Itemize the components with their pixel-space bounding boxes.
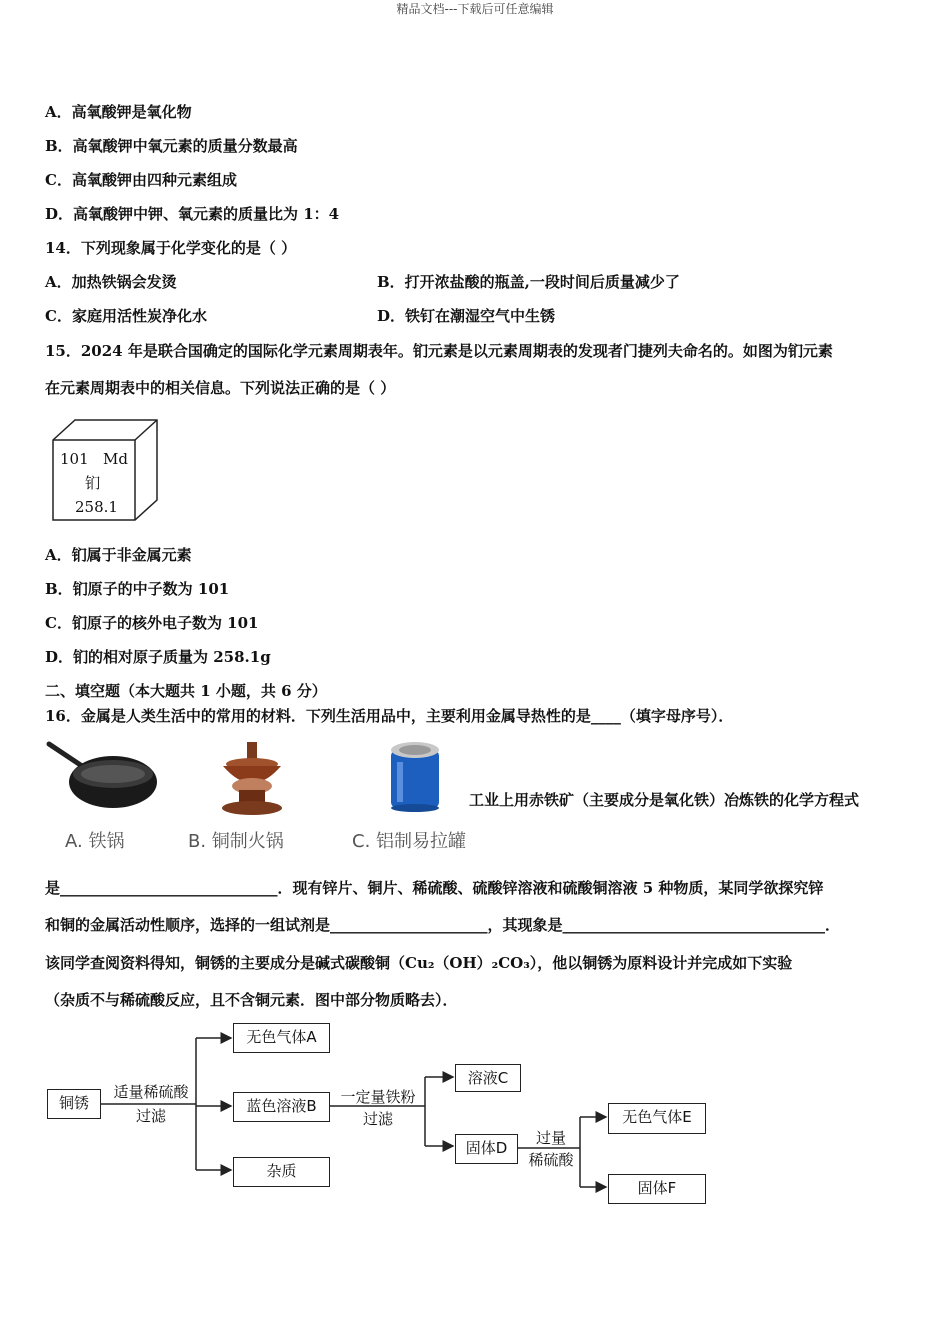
flow-box-solid-d: 固体D [455, 1134, 518, 1164]
q14-option-a: A．加热铁锅会发烫 [45, 273, 177, 291]
q14-stem: 14．下列现象属于化学变化的是（ ） [45, 239, 297, 257]
q16-line2: 和铜的金属活动性顺序，选择的一组试剂是_____________________，其现象是___________________________________． [45, 916, 841, 934]
flow-label-step1-top: 适量稀硫酸 [113, 1083, 189, 1101]
q15-option-d: D．钔的相对原子质量为 258.1g [45, 648, 271, 666]
q16-stem: 16．金属是人类生活中的常用的材料．下列生活用品中，主要利用金属导热性的是____（填字母序号）． [45, 707, 734, 725]
flow-box-copper-rust: 铜锈 [47, 1089, 101, 1119]
q16-line4: （杂质不与稀硫酸反应，且不含铜元素．图中部分物质略去）． [45, 991, 458, 1009]
section-heading: 二、填空题（本大题共 1 小题，共 6 分） [45, 682, 327, 700]
q13-option-a: A．高氧酸钾是氧化物 [45, 103, 192, 121]
element-atomic-number: 101 [60, 450, 89, 468]
q15-stem-line1: 15．2024 年是联合国确定的国际化学元素周期表年。钔元素是以元素周期表的发现者门捷列夫命名的。如图为钔元素 [45, 342, 833, 360]
flow-box-solution-b: 蓝色溶液B [233, 1092, 330, 1122]
element-symbol: Md [103, 450, 128, 468]
flow-box-gas-a: 无色气体A [233, 1023, 330, 1053]
q13-option-c: C．高氧酸钾由四种元素组成 [45, 171, 237, 189]
flow-box-solid-f: 固体F [608, 1174, 706, 1204]
caption-aluminum-can: C. 铝制易拉罐 [352, 831, 467, 852]
q13-option-d: D．高氧酸钾中钾、氧元素的质量比为 1：4 [45, 205, 340, 223]
element-name: 钔 [85, 474, 101, 492]
flow-label-step1-bottom: 过滤 [135, 1107, 166, 1125]
flow-label-step2-top: 一定量铁粉 [340, 1088, 416, 1106]
q14-option-b: B．打开浓盐酸的瓶盖,一段时间后质量减少了 [377, 273, 680, 291]
flow-box-gas-e: 无色气体E [608, 1103, 706, 1134]
caption-iron-wok: A. 铁锅 [65, 831, 125, 852]
flow-label-step3-bottom: 稀硫酸 [528, 1151, 574, 1169]
flow-label-step3-top: 过量 [535, 1129, 566, 1147]
q14-option-c: C．家庭用活性炭净化水 [45, 307, 207, 325]
flow-label-step2-bottom: 过滤 [362, 1110, 393, 1128]
q15-option-c: C．钔原子的核外电子数为 101 [45, 614, 259, 632]
flow-box-solution-c: 溶液C [455, 1064, 521, 1092]
page-header: 精品文档---下载后可任意编辑 [396, 2, 554, 16]
flow-box-impurity: 杂质 [233, 1157, 330, 1187]
q15-option-a: A．钔属于非金属元素 [45, 546, 192, 564]
q13-option-b: B．高氧酸钾中氧元素的质量分数最高 [45, 137, 298, 155]
q15-stem-line2: 在元素周期表中的相关信息。下列说法正确的是（ ） [45, 379, 396, 397]
q16-line3: 该同学查阅资料得知，铜锈的主要成分是碱式碳酸铜（Cu₂（OH）₂CO₃），他以铜锈为原料设计并完成如下实验 [45, 954, 793, 972]
q14-option-d: D．铁钉在潮湿空气中生锈 [377, 307, 556, 325]
q16-line1: 是_____________________________．现有锌片、铜片、稀硫酸、硫酸锌溶液和硫酸铜溶液 5 种物质，某同学欲探究锌 [45, 879, 824, 897]
caption-copper-hotpot: B. 铜制火锅 [188, 831, 284, 852]
q16-side-text: 工业上用赤铁矿（主要成分是氧化铁）冶炼铁的化学方程式 [469, 791, 860, 809]
element-atomic-mass: 258.1 [75, 498, 118, 516]
q15-option-b: B．钔原子的中子数为 101 [45, 580, 230, 598]
